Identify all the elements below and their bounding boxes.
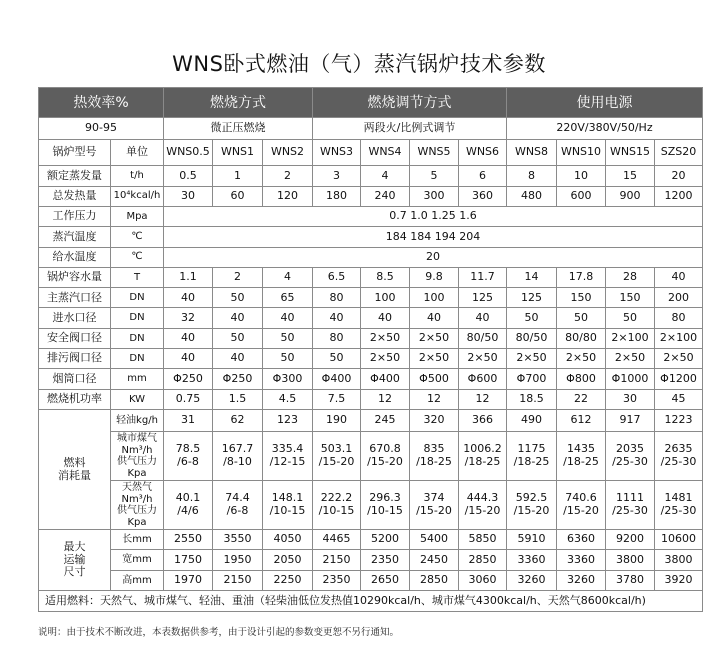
value-cell: 245: [361, 410, 410, 432]
table-row: [39, 206, 703, 226]
value-cell: 2650: [361, 570, 410, 590]
value-cell: 296.3 /10-15: [361, 481, 410, 530]
value-cell: 2635 /25-30: [655, 432, 703, 481]
value-cell: 2×50: [361, 349, 410, 369]
header-burn-mode: 燃烧方式: [164, 88, 313, 118]
value-cell: 444.3 /15-20: [459, 481, 507, 530]
row-unit: mm: [111, 369, 164, 389]
fuel-note-row: [39, 591, 703, 612]
row-unit: ℃: [111, 247, 164, 267]
value-cell: 1950: [213, 550, 263, 570]
dimension-row: [39, 570, 703, 590]
value-cell: 2×50: [459, 349, 507, 369]
value-cell: 1175 /18-25: [507, 432, 557, 481]
row-label: 燃烧机功率: [39, 389, 111, 409]
fuel-unit: 天然气 Nm³/h 供气压力Kpa: [111, 481, 164, 530]
value-cell: 900: [606, 186, 655, 206]
value-cell: Φ800: [557, 369, 606, 389]
value-cell: 65: [263, 288, 313, 308]
value-cell: 5850: [459, 530, 507, 550]
value-cell: 2×50: [606, 349, 655, 369]
row-label: 锅炉型号: [39, 140, 111, 166]
value-cell: 1200: [655, 186, 703, 206]
value-cell: 40: [213, 308, 263, 328]
row-label: 工作压力: [39, 206, 111, 226]
value-cell: 10: [557, 166, 606, 186]
header-row: [39, 88, 703, 118]
value-cell: 3260: [507, 570, 557, 590]
span-value: 20: [164, 247, 703, 267]
row-label: 排污阀口径: [39, 349, 111, 369]
value-cell: 1.5: [213, 389, 263, 409]
row-label: 总发热量: [39, 186, 111, 206]
value-cell: 490: [507, 410, 557, 432]
value-cell: 335.4 /12-15: [263, 432, 313, 481]
value-cell: 3360: [557, 550, 606, 570]
value-cell: 2035 /25-30: [606, 432, 655, 481]
value-cell: 18.5: [507, 389, 557, 409]
value-cell: 6360: [557, 530, 606, 550]
model-cell: WNS10: [557, 140, 606, 166]
value-cell: 5910: [507, 530, 557, 550]
value-cell: 1.1: [164, 267, 213, 287]
model-cell: WNS2: [263, 140, 313, 166]
row-unit: t/h: [111, 166, 164, 186]
value-cell: 200: [655, 288, 703, 308]
value-cell: 50: [263, 349, 313, 369]
row-label: 额定蒸发量: [39, 166, 111, 186]
dimension-unit: 长mm: [111, 530, 164, 550]
value-cell: 6.5: [313, 267, 361, 287]
value-cell: 5200: [361, 530, 410, 550]
subheader-burn-mode: 微正压燃烧: [164, 118, 313, 140]
row-unit: T: [111, 267, 164, 287]
value-cell: 360: [459, 186, 507, 206]
value-cell: 30: [606, 389, 655, 409]
value-cell: 3260: [557, 570, 606, 590]
value-cell: 80: [313, 288, 361, 308]
value-cell: 8.5: [361, 267, 410, 287]
value-cell: 2×50: [410, 328, 459, 348]
value-cell: 2: [263, 166, 313, 186]
value-cell: Φ1000: [606, 369, 655, 389]
value-cell: 50: [213, 288, 263, 308]
value-cell: 40: [263, 308, 313, 328]
table-row: [39, 227, 703, 247]
table-row: [39, 288, 703, 308]
value-cell: 40: [361, 308, 410, 328]
value-cell: 40: [213, 349, 263, 369]
dimension-unit: 宽mm: [111, 550, 164, 570]
row-unit: KW: [111, 389, 164, 409]
footnote: 说明：由于技术不断改进，本表数据供参考，由于设计引起的参数变更恕不另行通知。: [38, 627, 400, 638]
value-cell: 11.7: [459, 267, 507, 287]
value-cell: 2350: [313, 570, 361, 590]
value-cell: 2350: [361, 550, 410, 570]
value-cell: 240: [361, 186, 410, 206]
value-cell: 125: [459, 288, 507, 308]
value-cell: 80/80: [557, 328, 606, 348]
table-row: [39, 389, 703, 409]
value-cell: 12: [459, 389, 507, 409]
value-cell: 7.5: [313, 389, 361, 409]
value-cell: 12: [361, 389, 410, 409]
value-cell: 1970: [164, 570, 213, 590]
value-cell: 148.1 /10-15: [263, 481, 313, 530]
value-cell: 4.5: [263, 389, 313, 409]
spec-table: [38, 87, 703, 612]
value-cell: 1223: [655, 410, 703, 432]
value-cell: 0.5: [164, 166, 213, 186]
value-cell: 3780: [606, 570, 655, 590]
value-cell: 740.6 /15-20: [557, 481, 606, 530]
subheader-regulation: 两段火/比例式调节: [313, 118, 507, 140]
value-cell: 1: [213, 166, 263, 186]
value-cell: 3360: [507, 550, 557, 570]
fuel-label: 燃料 消耗量: [39, 410, 111, 530]
value-cell: 4050: [263, 530, 313, 550]
table-row: [39, 186, 703, 206]
value-cell: 6: [459, 166, 507, 186]
value-cell: 480: [507, 186, 557, 206]
value-cell: 366: [459, 410, 507, 432]
value-cell: 22: [557, 389, 606, 409]
value-cell: 50: [507, 308, 557, 328]
fuel-row: [39, 481, 703, 530]
value-cell: 300: [410, 186, 459, 206]
value-cell: 40: [410, 308, 459, 328]
value-cell: 30: [164, 186, 213, 206]
value-cell: 125: [507, 288, 557, 308]
value-cell: 12: [410, 389, 459, 409]
value-cell: 2150: [213, 570, 263, 590]
value-cell: Φ1200: [655, 369, 703, 389]
value-cell: 40: [655, 267, 703, 287]
value-cell: 2550: [164, 530, 213, 550]
value-cell: 2×100: [655, 328, 703, 348]
value-cell: 2: [213, 267, 263, 287]
value-cell: 40.1 /4/6: [164, 481, 213, 530]
row-unit: DN: [111, 349, 164, 369]
value-cell: 1750: [164, 550, 213, 570]
dimension-row: [39, 550, 703, 570]
value-cell: 14: [507, 267, 557, 287]
row-label: 安全阀口径: [39, 328, 111, 348]
value-cell: 2850: [410, 570, 459, 590]
header-regulation: 燃烧调节方式: [313, 88, 507, 118]
value-cell: 3060: [459, 570, 507, 590]
value-cell: 50: [313, 349, 361, 369]
value-cell: 40: [459, 308, 507, 328]
value-cell: 670.8 /15-20: [361, 432, 410, 481]
value-cell: 3800: [606, 550, 655, 570]
model-cell: WNS8: [507, 140, 557, 166]
value-cell: 2×50: [557, 349, 606, 369]
row-label: 锅炉容水量: [39, 267, 111, 287]
value-cell: 190: [313, 410, 361, 432]
row-label: 进水口径: [39, 308, 111, 328]
value-cell: 5: [410, 166, 459, 186]
value-cell: 2×50: [507, 349, 557, 369]
value-cell: 4: [263, 267, 313, 287]
row-label: 蒸汽温度: [39, 227, 111, 247]
value-cell: 320: [410, 410, 459, 432]
model-row: [39, 140, 703, 166]
value-cell: 600: [557, 186, 606, 206]
model-cell: WNS0.5: [164, 140, 213, 166]
fuel-unit: 城市煤气 Nm³/h 供气压力Kpa: [111, 432, 164, 481]
value-cell: 74.4 /6-8: [213, 481, 263, 530]
value-cell: 180: [313, 186, 361, 206]
value-cell: 123: [263, 410, 313, 432]
value-cell: 150: [557, 288, 606, 308]
model-cell: WNS3: [313, 140, 361, 166]
value-cell: Φ700: [507, 369, 557, 389]
value-cell: 3800: [655, 550, 703, 570]
table-row: [39, 369, 703, 389]
value-cell: 2×100: [606, 328, 655, 348]
value-cell: 40: [313, 308, 361, 328]
row-label: 给水温度: [39, 247, 111, 267]
value-cell: 80: [655, 308, 703, 328]
value-cell: 2050: [263, 550, 313, 570]
value-cell: 80/50: [507, 328, 557, 348]
page-title: WNS卧式燃油（气）蒸汽锅炉技术参数: [172, 52, 546, 76]
value-cell: 4465: [313, 530, 361, 550]
fuel-note: 适用燃料：天然气、城市煤气、轻油、重油（轻柴油低位发热值10290kcal/h、城市煤气4300kcal/h、天然气8600kcal/h): [39, 591, 703, 612]
value-cell: 28: [606, 267, 655, 287]
value-cell: 3550: [213, 530, 263, 550]
value-cell: 62: [213, 410, 263, 432]
value-cell: 612: [557, 410, 606, 432]
model-cell: WNS1: [213, 140, 263, 166]
value-cell: 2850: [459, 550, 507, 570]
value-cell: 8: [507, 166, 557, 186]
value-cell: 50: [606, 308, 655, 328]
row-unit: DN: [111, 288, 164, 308]
value-cell: 100: [361, 288, 410, 308]
value-cell: 15: [606, 166, 655, 186]
dimension-row: [39, 530, 703, 550]
span-value: 184 184 194 204: [164, 227, 703, 247]
value-cell: 80/50: [459, 328, 507, 348]
value-cell: 80: [313, 328, 361, 348]
value-cell: 17.8: [557, 267, 606, 287]
value-cell: 3: [313, 166, 361, 186]
value-cell: Φ400: [361, 369, 410, 389]
row-unit: 单位: [111, 140, 164, 166]
subheader-efficiency: 90-95: [39, 118, 164, 140]
value-cell: 1006.2 /18-25: [459, 432, 507, 481]
subheader-power: 220V/380V/50/Hz: [507, 118, 703, 140]
value-cell: 32: [164, 308, 213, 328]
row-label: 主蒸汽口径: [39, 288, 111, 308]
value-cell: Φ250: [164, 369, 213, 389]
header-power: 使用电源: [507, 88, 703, 118]
value-cell: 4: [361, 166, 410, 186]
value-cell: 3920: [655, 570, 703, 590]
row-unit: 10⁴kcal/h: [111, 186, 164, 206]
value-cell: 50: [557, 308, 606, 328]
model-cell: WNS6: [459, 140, 507, 166]
value-cell: 1481 /25-30: [655, 481, 703, 530]
value-cell: 150: [606, 288, 655, 308]
value-cell: Φ400: [313, 369, 361, 389]
fuel-row: [39, 410, 703, 432]
value-cell: 835 /18-25: [410, 432, 459, 481]
value-cell: 2250: [263, 570, 313, 590]
model-cell: SZS20: [655, 140, 703, 166]
value-cell: 45: [655, 389, 703, 409]
table-row: [39, 308, 703, 328]
table-row: [39, 247, 703, 267]
table-row: [39, 267, 703, 287]
value-cell: 78.5 /6-8: [164, 432, 213, 481]
value-cell: 0.75: [164, 389, 213, 409]
subheader-row: [39, 118, 703, 140]
span-value: 0.7 1.0 1.25 1.6: [164, 206, 703, 226]
value-cell: 1111 /25-30: [606, 481, 655, 530]
value-cell: Φ500: [410, 369, 459, 389]
value-cell: 2×50: [361, 328, 410, 348]
model-cell: WNS4: [361, 140, 410, 166]
value-cell: 2×50: [655, 349, 703, 369]
fuel-unit: 轻油kg/h: [111, 410, 164, 432]
value-cell: 40: [164, 328, 213, 348]
value-cell: 1435 /18-25: [557, 432, 606, 481]
value-cell: 2450: [410, 550, 459, 570]
value-cell: 40: [164, 288, 213, 308]
value-cell: 2×50: [410, 349, 459, 369]
value-cell: 592.5 /15-20: [507, 481, 557, 530]
value-cell: 120: [263, 186, 313, 206]
model-cell: WNS15: [606, 140, 655, 166]
row-unit: DN: [111, 328, 164, 348]
value-cell: 60: [213, 186, 263, 206]
value-cell: 10600: [655, 530, 703, 550]
row-unit: DN: [111, 308, 164, 328]
table-row: [39, 349, 703, 369]
value-cell: 167.7 /8-10: [213, 432, 263, 481]
value-cell: 50: [213, 328, 263, 348]
value-cell: 40: [164, 349, 213, 369]
row-label: 烟筒口径: [39, 369, 111, 389]
row-unit: Mpa: [111, 206, 164, 226]
value-cell: 50: [263, 328, 313, 348]
value-cell: Φ300: [263, 369, 313, 389]
fuel-row: [39, 432, 703, 481]
table-row: [39, 328, 703, 348]
value-cell: Φ250: [213, 369, 263, 389]
dimension-unit: 高mm: [111, 570, 164, 590]
model-cell: WNS5: [410, 140, 459, 166]
value-cell: 9.8: [410, 267, 459, 287]
table-row: [39, 166, 703, 186]
value-cell: 5400: [410, 530, 459, 550]
value-cell: 374 /15-20: [410, 481, 459, 530]
value-cell: 20: [655, 166, 703, 186]
value-cell: 100: [410, 288, 459, 308]
dimension-label: 最大 运输 尺寸: [39, 530, 111, 591]
value-cell: 503.1 /15-20: [313, 432, 361, 481]
value-cell: 222.2 /10-15: [313, 481, 361, 530]
value-cell: 9200: [606, 530, 655, 550]
header-efficiency: 热效率%: [39, 88, 164, 118]
value-cell: Φ600: [459, 369, 507, 389]
row-unit: ℃: [111, 227, 164, 247]
value-cell: 2150: [313, 550, 361, 570]
value-cell: 31: [164, 410, 213, 432]
value-cell: 917: [606, 410, 655, 432]
